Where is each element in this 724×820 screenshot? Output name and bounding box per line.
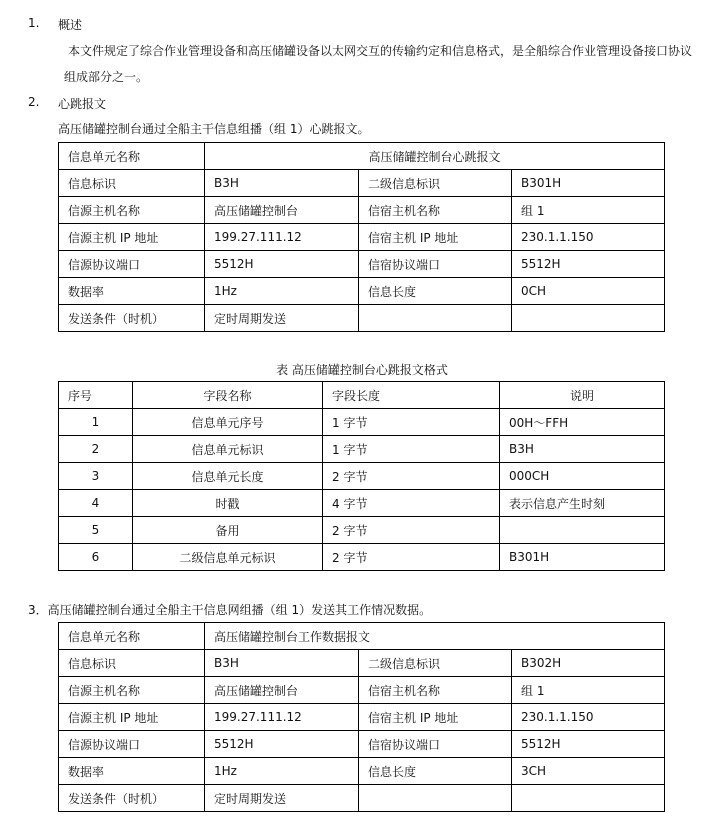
table-cell [512,305,665,332]
table-cell: 发送条件（时机） [59,785,205,812]
table-cell: 信息长度 [359,758,512,785]
table-cell: 信宿协议端口 [359,731,512,758]
table-row [59,544,665,571]
table-cell: 00H～FFH [500,409,665,436]
table-row [59,463,665,490]
table-cell: 信源协议端口 [59,731,205,758]
table-row [59,143,665,170]
table-cell: 信宿主机 IP 地址 [359,704,512,731]
section-1-number: 1. [28,16,40,30]
table-cell: 二级信息标识 [359,650,512,677]
table-row [59,650,665,677]
table-cell: B3H [205,650,359,677]
table-cell: B3H [500,436,665,463]
table-cell: 二级信息单元标识 [133,544,323,571]
table-cell: 3 [59,463,133,490]
table-cell: 1Hz [205,758,359,785]
table-cell: 4 [59,490,133,517]
table-cell: 定时周期发送 [205,785,359,812]
table-row [59,251,665,278]
table-cell: 信宿主机 IP 地址 [359,224,512,251]
table-cell: 5512H [205,731,359,758]
table-cell: 4 字节 [323,490,500,517]
header-cell: 字段名称 [133,382,323,409]
table-cell: 组 1 [512,197,665,224]
table-cell: 信源协议端口 [59,251,205,278]
section-3-intro: 3．高压储罐控制台通过全船主干信息网组播（组 1）发送其工作情况数据。 [28,603,432,617]
table-cell: 5512H [512,251,665,278]
table-row [59,278,665,305]
table-cell: 表示信息产生时刻 [500,490,665,517]
section-1-paragraph-line-2: 组成部分之一。 [64,70,149,84]
table-cell: 备用 [133,517,323,544]
table-cell: 高压储罐控制台 [205,197,359,224]
heartbeat-info-table [58,142,665,332]
table-cell [359,785,512,812]
table-row [59,490,665,517]
table-cell: B3H [205,170,359,197]
table-cell: 2 字节 [323,517,500,544]
table-row [59,758,665,785]
table-cell: 信宿主机名称 [359,677,512,704]
table-cell: 199.27.111.12 [205,224,359,251]
table-cell: 信源主机 IP 地址 [59,224,205,251]
table-cell: 数据率 [59,758,205,785]
table-cell: 1Hz [205,278,359,305]
table-row [59,731,665,758]
table-cell: 信息长度 [359,278,512,305]
table-cell: 1 [59,409,133,436]
table-cell: 数据率 [59,278,205,305]
table-cell: 2 字节 [323,544,500,571]
table-cell: 信源主机名称 [59,677,205,704]
table-cell: 6 [59,544,133,571]
table-cell: 1 字节 [323,409,500,436]
table-cell: 000CH [500,463,665,490]
table-cell: B301H [512,170,665,197]
table-cell: 高压储罐控制台心跳报文 [205,143,665,170]
table-cell: 0CH [512,278,665,305]
table-row [59,409,665,436]
section-1-paragraph-line-1: 本文件规定了综合作业管理设备和高压储罐设备以太网交互的传输约定和信息格式，是全船综合作业管理设备接口协议 [68,44,693,58]
table-row [59,224,665,251]
table-cell: 信息单元名称 [59,623,205,650]
section-2-title: 心跳报文 [58,97,107,111]
table-row [59,305,665,332]
table-cell: 5512H [512,731,665,758]
table-cell: 230.1.1.150 [512,224,665,251]
table-cell: 信宿协议端口 [359,251,512,278]
section-1-title: 概述 [58,18,83,32]
table-cell: 发送条件（时机） [59,305,205,332]
table-cell: 组 1 [512,677,665,704]
table-cell: 信息标识 [59,650,205,677]
table-cell: 时戳 [133,490,323,517]
table-cell: 3CH [512,758,665,785]
work-data-info-table [58,622,665,812]
table-cell: 高压储罐控制台 [205,677,359,704]
table-row [59,785,665,812]
table-cell: 1 字节 [323,436,500,463]
table-cell: 高压储罐控制台工作数据报文 [205,623,665,650]
header-cell: 序号 [59,382,133,409]
header-cell: 说明 [500,382,665,409]
table-row [59,704,665,731]
section-2-intro: 高压储罐控制台通过全船主干信息组播（组 1）心跳报文。 [58,122,370,136]
table-cell: 定时周期发送 [205,305,359,332]
table-cell: 信息标识 [59,170,205,197]
table-cell: B302H [512,650,665,677]
table-cell: 199.27.111.12 [205,704,359,731]
table-row [59,517,665,544]
section-2-number: 2. [28,95,40,109]
table-cell [359,305,512,332]
table-cell: 信源主机名称 [59,197,205,224]
table-cell: 信息单元序号 [133,409,323,436]
table-cell: 5512H [205,251,359,278]
table-cell: 信源主机 IP 地址 [59,704,205,731]
table-header-row [59,382,665,409]
table-cell: 二级信息标识 [359,170,512,197]
table-cell: 5 [59,517,133,544]
table-cell [500,517,665,544]
table-cell: 2 字节 [323,463,500,490]
table-cell: 信宿主机名称 [359,197,512,224]
table-cell [512,785,665,812]
table-cell: B301H [500,544,665,571]
table-cell: 230.1.1.150 [512,704,665,731]
table-row [59,623,665,650]
table-row [59,436,665,463]
table-row [59,677,665,704]
table-cell: 信息单元标识 [133,436,323,463]
heartbeat-format-table [58,381,665,571]
table-row [59,197,665,224]
table-cell: 2 [59,436,133,463]
table-caption: 表 高压储罐控制台心跳报文格式 [276,363,448,377]
header-cell: 字段长度 [323,382,500,409]
table-cell: 信息单元名称 [59,143,205,170]
table-cell: 信息单元长度 [133,463,323,490]
table-row [59,170,665,197]
